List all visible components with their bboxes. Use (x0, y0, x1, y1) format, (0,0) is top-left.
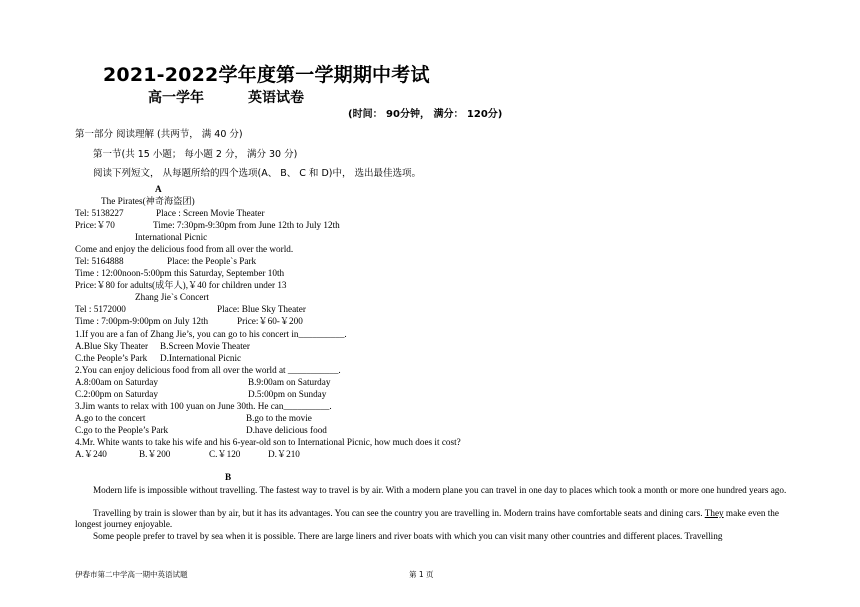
paragraph-2-text-end: make even the longest journey enjoyable. (75, 508, 779, 530)
question-3-stem: 3.Jim wants to relax with 100 yuan on June 30th. He can__________. (75, 401, 332, 411)
passage-b-label: B (225, 472, 232, 482)
question-4-option-a[interactable]: A.￥240 (75, 449, 107, 459)
passage-a-label: A (155, 184, 162, 194)
question-3-option-b[interactable]: B.go to the movie (246, 413, 312, 423)
question-1-option-b[interactable]: B.Screen Movie Theater (160, 341, 250, 351)
event-title-pirates: The Pirates(神奇海盗团) (101, 196, 195, 206)
picnic-price: Price:￥80 for adults(成年人),￥40 for children under 13 (75, 280, 287, 290)
question-2-stem: 2.You can enjoy delicious food from all over the world at ___________. (75, 365, 341, 375)
question-1-option-c[interactable]: C.the People’s Park (75, 353, 148, 363)
concert-time: Time : 7:00pm-9:00pm on July 12th (75, 316, 209, 326)
part1-heading: 第一部分 阅读理解 (共两节， 满 40 分) (75, 129, 243, 140)
pirates-place: Place : Screen Movie Theater (156, 208, 265, 218)
pirates-time: Time: 7:30pm-9:30pm from June 12th to July 12th (153, 220, 340, 230)
question-1-option-a[interactable]: A.Blue Sky Theater (75, 341, 149, 351)
question-3-option-a[interactable]: A.go to the concert (75, 413, 146, 423)
question-4-option-c[interactable]: C.￥120 (209, 449, 241, 459)
grade-label: 高一学年 (148, 90, 204, 106)
passage-b-paragraph-1: Modern life is impossible without travelling. The fastest way to travel is by air. With a modern plane you can travel in one day to places which took a month or more one hundred years ago. (93, 485, 787, 495)
time-info: (时间： 90分钟， 满分： 120分) (348, 109, 503, 120)
question-4-option-b[interactable]: B.￥200 (139, 449, 171, 459)
concert-place: Place: Blue Sky Theater (217, 304, 306, 314)
instruction: 阅读下列短文， 从每题所给的四个选项(A、 B、 C 和 D)中， 选出最佳选项。 (93, 168, 421, 179)
passage-b-paragraph-2 (75, 508, 787, 531)
footer-school-name: 伊春市第二中学高一期中英语试题 (75, 570, 188, 579)
underlined-word: They (704, 508, 724, 518)
paragraph-2-text-start: Travelling by train is slower than by air, but it has its advantages. You can see the country you are travelling in. Modern trains have comfortable seats and dining cars. (93, 508, 705, 518)
section1-heading: 第一节(共 15 小题； 每小题 2 分， 满分 30 分) (93, 149, 298, 160)
question-4-option-d[interactable]: D.￥210 (268, 449, 300, 459)
question-1-option-d[interactable]: D.International Picnic (160, 353, 242, 363)
question-3-option-d[interactable]: D.have delicious food (246, 425, 327, 435)
question-2-option-d[interactable]: D.5:00pm on Sunday (248, 389, 327, 399)
question-2-option-b[interactable]: B.9:00am on Saturday (248, 377, 331, 387)
subject-label: 英语试卷 (248, 90, 304, 106)
question-2-option-c[interactable]: C.2:00pm on Saturday (75, 389, 158, 399)
picnic-tel: Tel: 5164888 (75, 256, 124, 266)
footer-page-number: 第 1 页 (409, 570, 434, 579)
pirates-price: Price:￥70 (75, 220, 115, 230)
picnic-intro: Come and enjoy the delicious food from all over the world. (75, 244, 294, 254)
question-3-option-c[interactable]: C.go to the People’s Park (75, 425, 169, 435)
pirates-tel: Tel: 5138227 (75, 208, 124, 218)
passage-b-paragraph-3: Some people prefer to travel by sea when it is possible. There are large liners and river boats with which you can visit many other countries and different places. Travelling (93, 531, 723, 541)
event-title-picnic: International Picnic (135, 232, 208, 242)
concert-price: Price:￥60-￥200 (237, 316, 303, 326)
question-4-stem: 4.Mr. White wants to take his wife and his 6-year-old son to International Picnic, how much does it cost? (75, 437, 461, 447)
picnic-place: Place: the People`s Park (167, 256, 257, 266)
picnic-time: Time : 12:00noon-5:00pm this Saturday, September 10th (75, 268, 285, 278)
question-2-option-a[interactable]: A.8:00am on Saturday (75, 377, 158, 387)
question-1-stem: 1.If you are a fan of Zhang Jie’s, you can go to his concert in__________. (75, 329, 347, 339)
event-title-concert: Zhang Jie`s Concert (135, 292, 209, 302)
concert-tel: Tel : 5172000 (75, 304, 126, 314)
exam-title: 2021-2022学年度第一学期期中考试 (103, 64, 430, 86)
